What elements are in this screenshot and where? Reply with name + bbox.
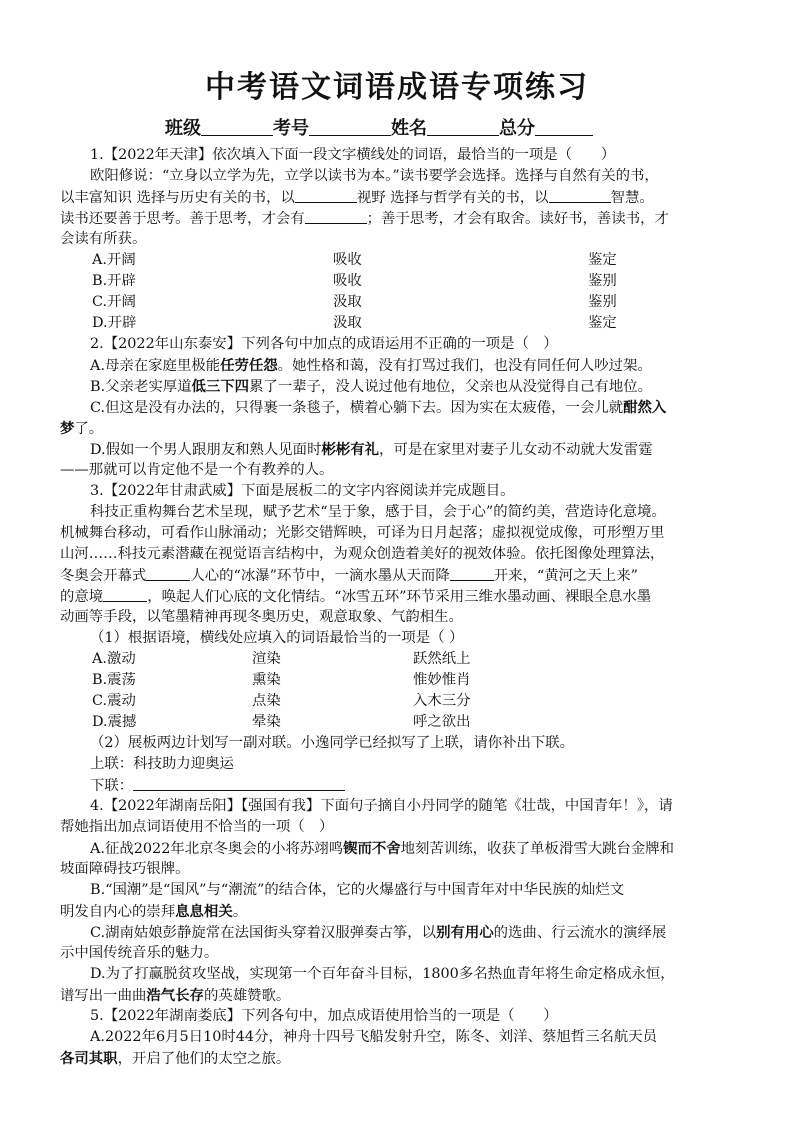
q2-option-c[interactable]: C.但这是没有办法的，只得裹一条毯子，横着心躺下去。因为实在太疲倦，一会儿就酣然入	[90, 399, 667, 416]
dotted-idiom: 各司其职	[60, 1050, 118, 1067]
q3-sub2: （2）展板两边计划写一副对联。小逸同学已经拟写了上联，请你补出下联。	[90, 735, 575, 751]
q3-passage-line: 机械舞台移动，可看作山脉涌动；光影交错辉映，可译为日月起落；虚拟视觉成像，可形塑万里	[60, 525, 665, 541]
class-label: 班级	[165, 118, 201, 139]
q3-passage-line: 山河……科技元素潜藏在视觉语言结构中，为观众创造着美好的视效体验。依托图像处理算法，	[60, 546, 665, 562]
q1-option-d[interactable]: D.开辟	[92, 315, 137, 331]
exam-no-label: 考号	[273, 118, 309, 139]
q3-blank-2[interactable]	[450, 565, 494, 581]
q1-option-a-word2: 吸收	[333, 252, 362, 268]
name-blank[interactable]	[427, 117, 499, 136]
couplet-answer-blank[interactable]	[133, 775, 345, 791]
q1-option-b[interactable]: B.开辟	[92, 273, 136, 289]
q3-option-c-word3: 入木三分	[413, 693, 471, 709]
dotted-idiom: 彬彬有礼	[321, 441, 380, 458]
name-label: 姓名	[391, 118, 427, 139]
q4-option-c[interactable]: C.湖南姑娘彭静旋常在法国街头穿着汉服弹奏古筝，以别有用心的选曲、行云流水的演绎展	[90, 924, 667, 941]
q1-stem: 1.【2022年天津】依次填入下面一段文字横线处的词语，最恰当的一项是（ ）	[90, 147, 616, 163]
score-label: 总分	[499, 118, 535, 139]
couplet-first-line: 上联：科技助力迎奥运	[90, 756, 234, 772]
q3-option-a-word2: 渲染	[252, 651, 281, 667]
student-info-row	[165, 114, 593, 140]
q1-option-c[interactable]: C.开阔	[92, 294, 136, 310]
q1-option-a-word3: 鉴定	[588, 252, 617, 268]
q3-option-b-word2: 熏染	[252, 672, 281, 688]
q4-option-b[interactable]: B.“国潮”是“国风”与“潮流”的结合体，它的火爆盛行与中国青年对中华民族的灿烂文	[90, 882, 625, 898]
q1-option-b-word3: 鉴别	[588, 273, 617, 289]
q4-stem: 4.【2022年湖南岳阳】【强国有我】下面句子摘自小丹同学的随笔《壮哉，中国青年！》，请	[90, 798, 673, 814]
q3-option-d-word2: 晕染	[252, 714, 281, 730]
q1-option-d-word3: 鉴定	[588, 315, 617, 331]
class-blank[interactable]	[201, 117, 273, 136]
q1-option-b-word2: 吸收	[333, 273, 362, 289]
q2-option-b[interactable]: B.父亲老实厚道低三下四累了一辈子，没人说过他有地位，父亲也从没觉得自己有地位。	[90, 378, 653, 395]
q4-stem-cont: 帮她指出加点词语使用不恰当的一项（ ）	[60, 819, 334, 835]
q4-option-d[interactable]: D.为了打赢脱贫攻坚战，实现第一个百年奋斗目标，1800多名热血青年将生命定格成永恒，	[90, 966, 675, 982]
q2-option-a[interactable]: A.母亲在家庭里极能任劳任怨。她性格和蔼，没有打骂过我们，也没有同任何人吵过架。	[90, 357, 652, 374]
q1-option-c-word3: 鉴别	[588, 294, 617, 310]
q1-blank-4[interactable]	[305, 208, 367, 224]
dotted-idiom: 低三下四	[191, 378, 250, 395]
dotted-idiom: 梦	[60, 420, 75, 437]
q1-blank-3[interactable]	[549, 187, 611, 203]
exam-no-blank[interactable]	[309, 117, 391, 136]
dotted-idiom: 酣然入	[623, 399, 667, 416]
q4-option-b-cont: 明发自内心的崇拜息息相关。	[60, 903, 248, 920]
q3-option-d[interactable]: D.震撼	[92, 714, 137, 730]
q1-passage-line: 读书还要善于思考。善于思考，才会有 ；善于思考，才会有取舍。读好书，善读书，才	[60, 208, 740, 230]
q5-stem: 5.【2022年湖南娄底】下列各句中，加点成语使用恰当的一项是（ ）	[90, 1008, 558, 1024]
q2-stem: 2.【2022年山东泰安】下列各句中加点的成语运用不正确的一项是（ ）	[90, 336, 558, 352]
q3-passage-line: 科技正重构舞台艺术呈现，赋予艺术“呈于象，感于目，会于心”的简约美，营造诗化意境。	[90, 504, 666, 520]
q1-passage-line: 会读有所获。	[60, 231, 147, 247]
q3-sub1: （1）根据语境，横线处应填入的词语最恰当的一项是（ ）	[90, 630, 464, 646]
q3-option-b[interactable]: B.震荡	[92, 672, 136, 688]
q3-stem: 3.【2022年甘肃武威】下面是展板二的文字内容阅读并完成题目。	[90, 483, 515, 499]
q3-option-a[interactable]: A.激动	[92, 651, 136, 667]
dotted-idiom: 别有用心	[436, 924, 494, 941]
q4-option-a[interactable]: A.征战2022年北京冬奥会的小将苏翊鸣锲而不舍地刻苦训练，收获了单板滑雪大跳台金牌和	[90, 840, 675, 857]
score-blank[interactable]	[535, 117, 593, 136]
q3-passage-line: 动画等手段，以笔墨精神再现冬奥历史，观意取象、气韵相生。	[60, 609, 463, 625]
q1-passage-line: 以丰富知识 选择与历史有关的书，以 视野 选择与哲学有关的书，以 智慧。	[60, 187, 740, 209]
dotted-idiom: 锲而不舍	[343, 840, 401, 857]
q3-blank-3[interactable]	[103, 586, 147, 602]
q3-passage-line: 的意境 ，唤起人们心底的文化情结。“冰雪五环”环节采用三维水墨动画、裸眼全息水墨	[60, 586, 740, 608]
q3-passage-line: 冬奥会开幕式 人心的“冰瀑”环节中，一滴水墨从天而降 开来，“黄河之天上来”	[60, 565, 740, 587]
q3-option-c[interactable]: C.震动	[92, 693, 136, 709]
q2-option-c-cont: 梦了。	[60, 420, 104, 437]
q4-option-a-cont: 坡面障碍技巧银牌。	[60, 861, 190, 877]
page-title: 中考语文词语成语专项练习	[205, 70, 589, 105]
q1-blank-2[interactable]	[295, 187, 357, 203]
q2-option-d[interactable]: D.假如一个男人跟朋友和熟人见面时彬彬有礼，可是在家里对妻子儿女动不动就大发雷霆	[90, 441, 653, 458]
dotted-idiom: 任劳任怨	[220, 357, 278, 374]
q4-option-d-cont: 谱写出一曲曲浩气长存的英雄赞歌。	[60, 987, 291, 1004]
q1-passage-line: 欧阳修说：“立身以立学为先，立学以读书为本。”读书要学会选择。选择与自然有关的书，	[90, 168, 659, 184]
couplet-second-line: 下联：	[90, 775, 740, 797]
q5-option-a[interactable]: A.2022年6月5日10时44分，神舟十四号飞船发射升空，陈冬、刘洋、蔡旭哲三名航天员	[90, 1029, 658, 1045]
q3-option-d-word3: 呼之欲出	[413, 714, 471, 730]
q4-option-c-cont: 示中国传统音乐的魅力。	[60, 945, 219, 961]
q2-option-d-cont: ——那就可以肯定他不是一个有教养的人。	[60, 462, 334, 478]
q1-option-c-word2: 汲取	[333, 294, 362, 310]
q3-option-b-word3: 惟妙惟肖	[413, 672, 471, 688]
dotted-idiom: 浩气长存	[146, 987, 204, 1004]
q3-blank-1[interactable]	[146, 565, 190, 581]
q3-option-c-word2: 点染	[252, 693, 281, 709]
q1-option-d-word2: 汲取	[333, 315, 362, 331]
q5-option-a-cont: 各司其职，开启了他们的太空之旅。	[60, 1050, 291, 1067]
q1-option-a[interactable]: A.开阔	[92, 252, 136, 268]
q3-option-a-word3: 跃然纸上	[413, 651, 471, 667]
dotted-idiom: 息息相关	[175, 903, 233, 920]
